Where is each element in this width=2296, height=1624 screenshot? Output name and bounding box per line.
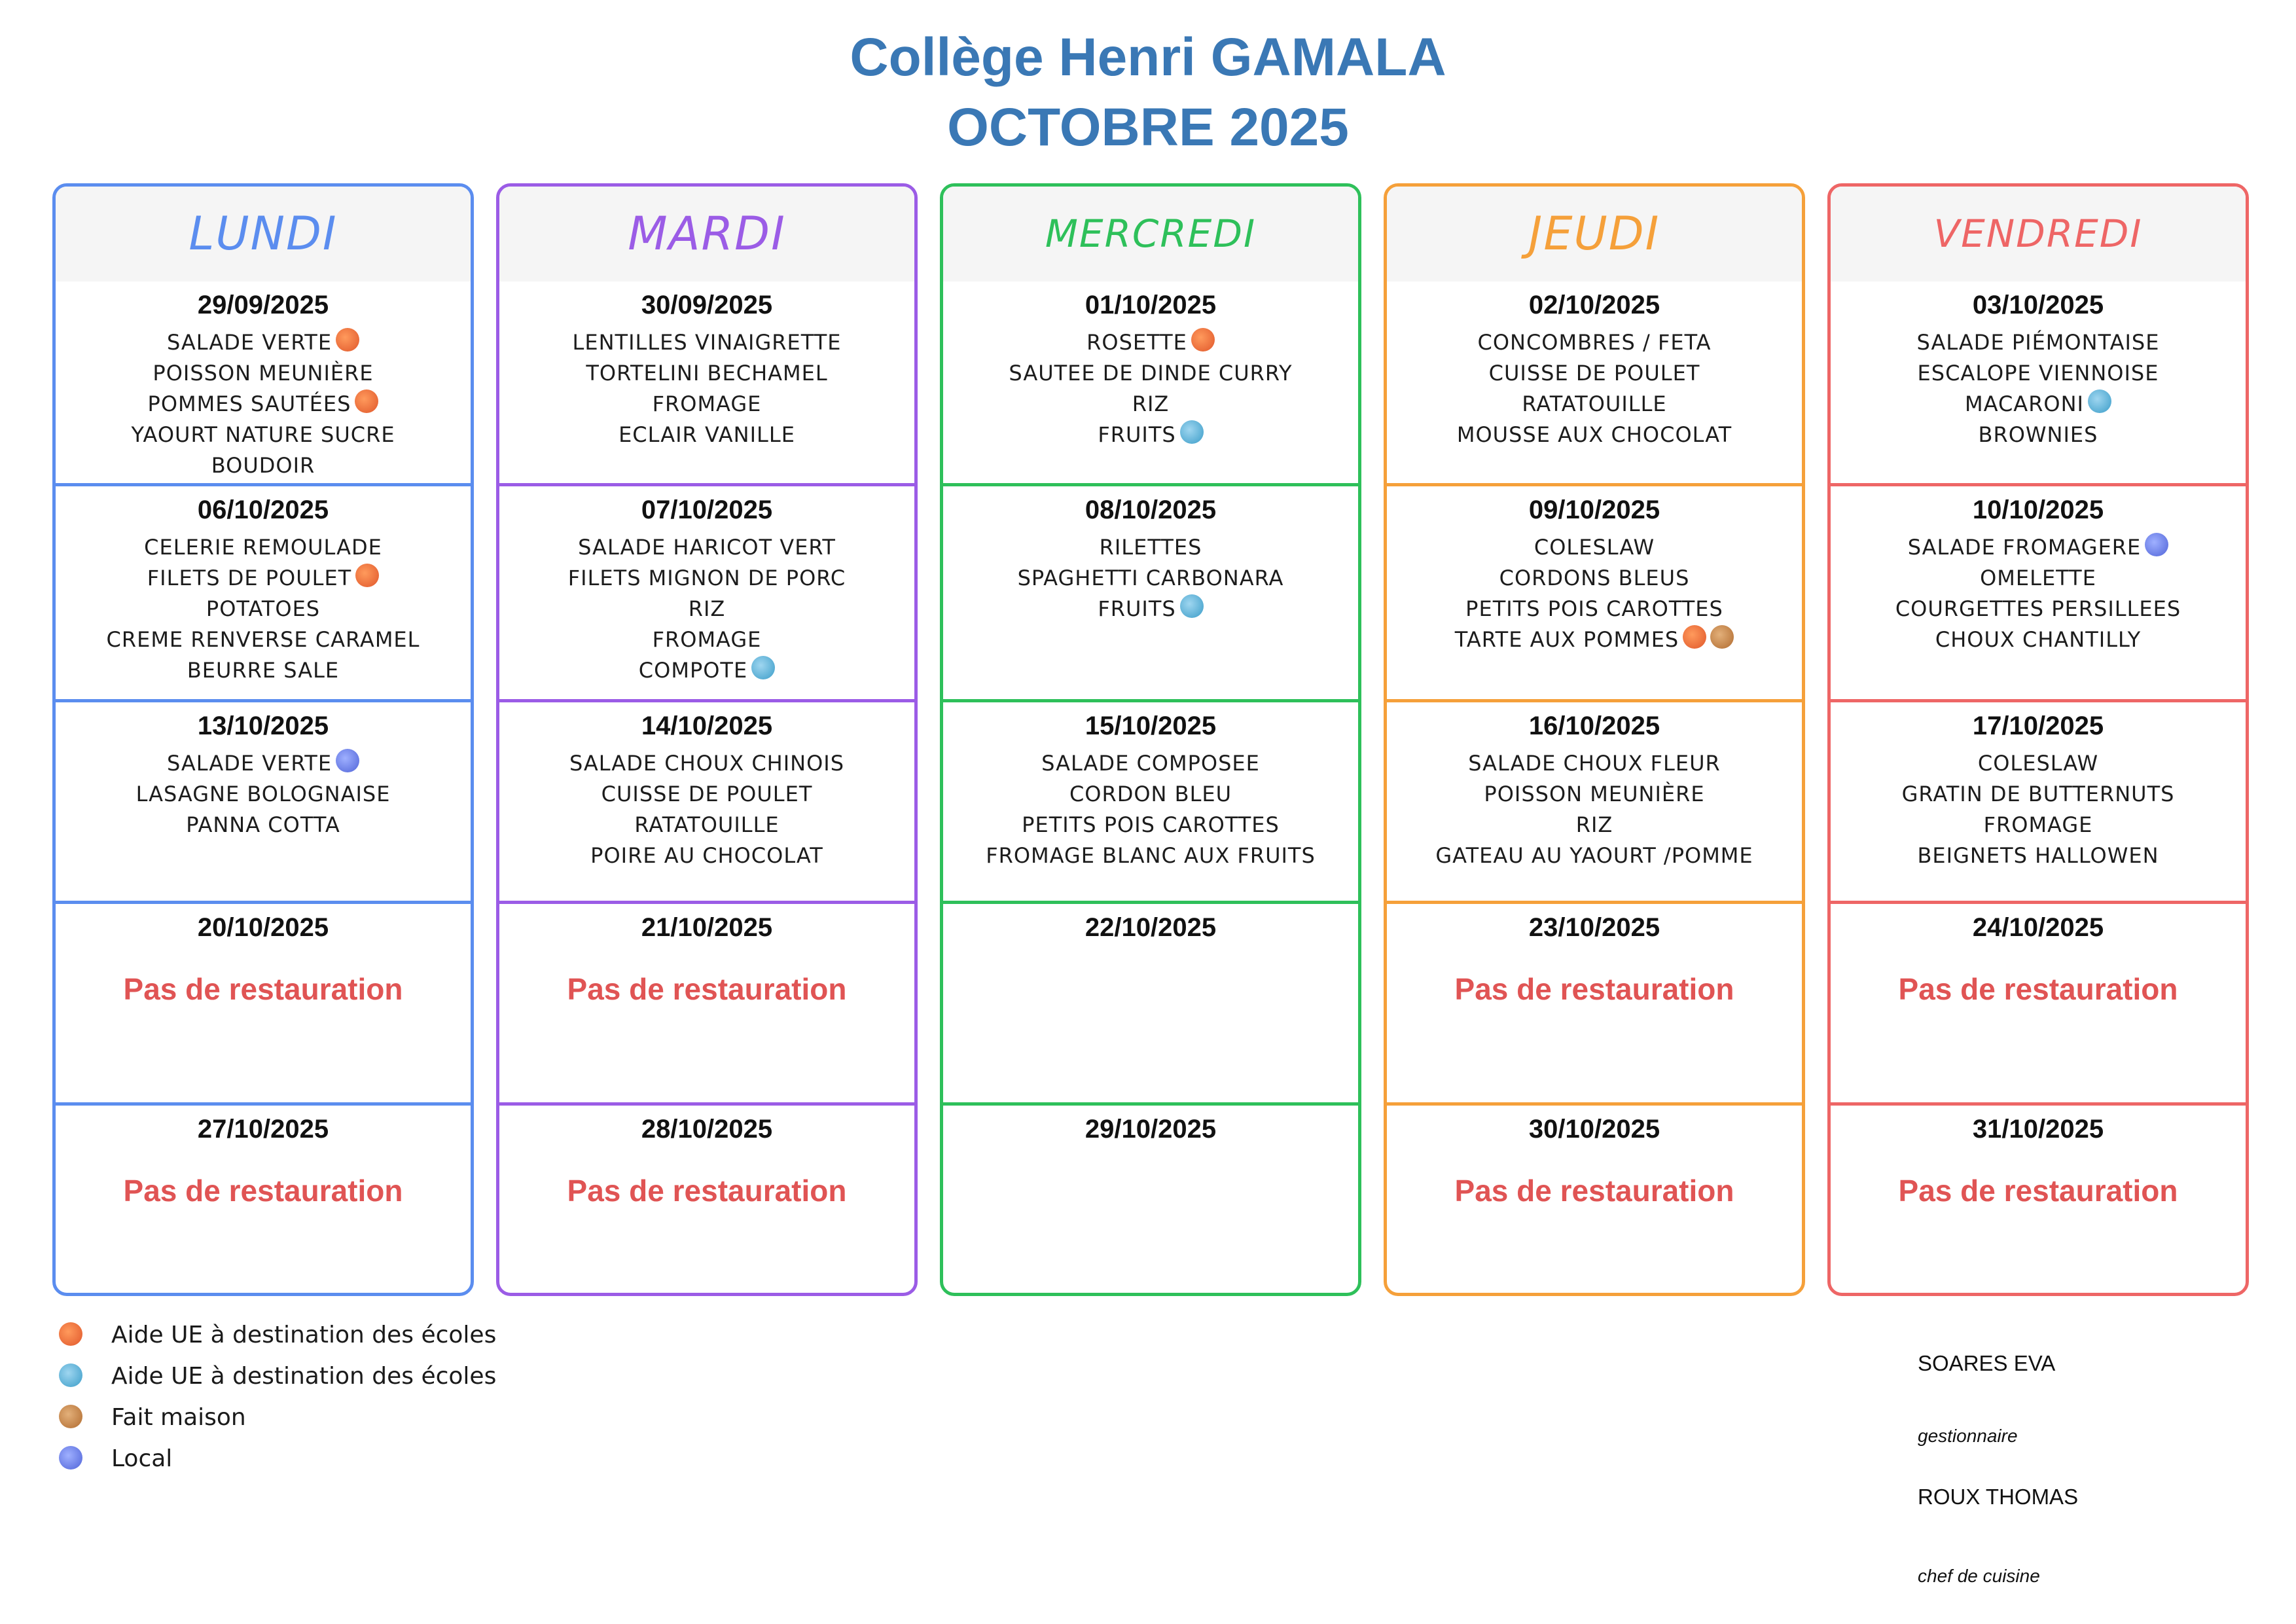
menu-item xyxy=(943,563,1358,594)
legend-label: Local xyxy=(111,1445,173,1472)
menu-item xyxy=(56,358,471,389)
menu-item xyxy=(56,389,471,420)
cell-date: 20/10/2025 xyxy=(197,913,329,942)
menu-item-label: SALADE PIÉMONTAISE xyxy=(1916,330,2160,355)
day-cell xyxy=(56,1102,471,1296)
menu-item xyxy=(499,358,914,389)
eu-aid-red-icon xyxy=(355,564,379,587)
menu-item-label: FROMAGE xyxy=(652,391,762,416)
no-service-notice: Pas de restauration xyxy=(123,972,403,1006)
menu-item xyxy=(943,840,1358,871)
menu-item-label: FILETS MIGNON DE PORC xyxy=(567,566,846,590)
menu-item-label: MOUSSE AUX CHOCOLAT xyxy=(1456,422,1732,447)
day-cell xyxy=(1387,1102,1802,1296)
menu-items xyxy=(943,327,1358,450)
menu-item xyxy=(1387,810,1802,840)
menu-item-label: COURGETTES PERSILLEES xyxy=(1895,596,2181,621)
local-icon xyxy=(59,1446,82,1470)
legend-label: Aide UE à destination des écoles xyxy=(111,1363,497,1390)
day-cell xyxy=(943,699,1358,901)
menu-item xyxy=(943,420,1358,450)
cell-date: 24/10/2025 xyxy=(1972,913,2104,942)
day-cell xyxy=(1831,281,2246,483)
menu-item xyxy=(1831,810,2246,840)
menu-item-label: CUISSE DE POULET xyxy=(1488,361,1700,386)
day-header: MERCREDI xyxy=(943,187,1358,281)
menu-item-label: POIRE AU CHOCOLAT xyxy=(590,843,823,868)
signature-name-1: SOARES EVA xyxy=(1918,1351,2056,1375)
menu-item-label: COMPOTE xyxy=(638,658,748,683)
menu-item xyxy=(943,810,1358,840)
menu-items xyxy=(56,748,471,840)
menu-item xyxy=(943,327,1358,358)
menu-items xyxy=(499,532,914,686)
eu-aid-blue-icon xyxy=(59,1363,82,1387)
month-title: OCTOBRE 2025 xyxy=(947,98,1349,157)
legend-label: Fait maison xyxy=(111,1404,246,1431)
menu-item xyxy=(1387,748,1802,779)
menu-item-label: SPAGHETTI CARBONARA xyxy=(1017,566,1284,590)
menu-item xyxy=(1831,532,2246,563)
menu-item-label: RATATOUILLE xyxy=(1522,391,1667,416)
day-column-jeudi xyxy=(1384,183,1805,1296)
day-cell xyxy=(943,1102,1358,1296)
menu-item-label: SALADE VERTE xyxy=(166,330,332,355)
cell-date: 08/10/2025 xyxy=(1085,496,1217,524)
menu-item xyxy=(56,594,471,624)
day-header: MARDI xyxy=(499,187,914,281)
cell-date: 27/10/2025 xyxy=(197,1115,329,1144)
menu-item xyxy=(1387,563,1802,594)
menu-items xyxy=(943,532,1358,624)
menu-item-label: RATATOUILLE xyxy=(634,812,780,837)
day-cell xyxy=(943,483,1358,699)
menu-items xyxy=(499,327,914,450)
day-cell xyxy=(1831,483,2246,699)
legend-item xyxy=(59,1314,496,1356)
legend-item xyxy=(59,1438,496,1479)
menu-item xyxy=(943,748,1358,779)
cell-date: 29/10/2025 xyxy=(1085,1115,1217,1144)
menu-item xyxy=(1831,624,2246,655)
no-service-notice: Pas de restauration xyxy=(567,1174,847,1208)
menu-item-label: CELERIE REMOULADE xyxy=(144,535,382,560)
menu-item xyxy=(943,532,1358,563)
menu-item xyxy=(1831,563,2246,594)
local-icon xyxy=(2145,533,2168,556)
menu-items xyxy=(1831,748,2246,871)
menu-item-label: FROMAGE xyxy=(1983,812,2093,837)
day-cell xyxy=(1387,901,1802,1102)
menu-item xyxy=(499,748,914,779)
menu-item xyxy=(499,327,914,358)
legend-item xyxy=(59,1397,496,1438)
day-cell xyxy=(499,483,914,699)
day-cell xyxy=(943,901,1358,1102)
menu-item xyxy=(943,358,1358,389)
cell-date: 03/10/2025 xyxy=(1972,291,2104,319)
menu-items xyxy=(943,748,1358,871)
eu-aid-blue-icon xyxy=(751,656,775,679)
menu-item xyxy=(1387,420,1802,450)
menu-item-label: CONCOMBRES / FETA xyxy=(1477,330,1712,355)
cell-date: 10/10/2025 xyxy=(1972,496,2104,524)
menu-item xyxy=(56,779,471,810)
menu-item-label: FROMAGE BLANC AUX FRUITS xyxy=(986,843,1316,868)
day-cell xyxy=(56,699,471,901)
menu-item-label: SALADE COMPOSEE xyxy=(1041,751,1260,776)
menu-item-label: LENTILLES VINAIGRETTE xyxy=(572,330,842,355)
cell-date: 15/10/2025 xyxy=(1085,712,1217,740)
menu-item xyxy=(499,389,914,420)
menu-item xyxy=(56,450,471,481)
menu-item xyxy=(1831,748,2246,779)
menu-item xyxy=(499,624,914,655)
cell-date: 17/10/2025 xyxy=(1972,712,2104,740)
menu-items xyxy=(56,327,471,481)
menu-item-label: BOUDOIR xyxy=(211,453,315,478)
menu-item-label: FILETS DE POULET xyxy=(147,566,352,590)
cell-date: 28/10/2025 xyxy=(641,1115,773,1144)
cell-date: 31/10/2025 xyxy=(1972,1115,2104,1144)
day-cell xyxy=(499,901,914,1102)
cell-date: 23/10/2025 xyxy=(1528,913,1660,942)
menu-item-label: CUISSE DE POULET xyxy=(601,782,813,806)
menu-item-label: OMELETTE xyxy=(1980,566,2096,590)
eu-aid-red-icon xyxy=(355,389,378,413)
menu-item xyxy=(943,779,1358,810)
menu-item xyxy=(1831,840,2246,871)
eu-aid-blue-icon xyxy=(1180,594,1204,618)
cell-date: 13/10/2025 xyxy=(197,712,329,740)
menu-item-label: COLESLAW xyxy=(1534,535,1655,560)
cell-date: 29/09/2025 xyxy=(197,291,329,319)
day-cell xyxy=(1387,483,1802,699)
menu-item xyxy=(1387,532,1802,563)
no-service-notice: Pas de restauration xyxy=(567,972,847,1006)
cell-date: 14/10/2025 xyxy=(641,712,773,740)
day-header: JEUDI xyxy=(1387,187,1802,281)
eu-aid-blue-icon xyxy=(1180,420,1204,444)
signature-role-2: chef de cuisine xyxy=(1918,1566,2040,1586)
eu-aid-red-icon xyxy=(1191,328,1215,352)
day-cell xyxy=(499,699,914,901)
cell-date: 30/10/2025 xyxy=(1528,1115,1660,1144)
menu-item xyxy=(1831,594,2246,624)
school-title: Collège Henri GAMALA xyxy=(850,27,1446,87)
day-cell xyxy=(1387,699,1802,901)
menu-item-label: PETITS POIS CAROTTES xyxy=(1465,596,1723,621)
cell-date: 22/10/2025 xyxy=(1085,913,1217,942)
menu-item xyxy=(1387,594,1802,624)
menu-item xyxy=(1831,358,2246,389)
menu-items xyxy=(1387,748,1802,871)
menu-item xyxy=(56,532,471,563)
menu-item-label: ECLAIR VANILLE xyxy=(619,422,795,447)
day-cell xyxy=(56,483,471,699)
menu-item-label: YAOURT NATURE SUCRE xyxy=(131,422,395,447)
signature-name-2: ROUX THOMAS xyxy=(1918,1485,2079,1509)
eu-aid-red-icon xyxy=(59,1322,82,1346)
cell-date: 06/10/2025 xyxy=(197,496,329,524)
menu-item-label: POMMES SAUTÉES xyxy=(147,391,351,416)
menu-items xyxy=(1387,532,1802,655)
menu-items xyxy=(1387,327,1802,450)
menu-item xyxy=(1831,779,2246,810)
menu-item-label: POISSON MEUNIÈRE xyxy=(152,361,374,386)
menu-items xyxy=(499,748,914,871)
menu-item-label: MACARONI xyxy=(1965,391,2084,416)
menu-item-label: CORDON BLEU xyxy=(1069,782,1232,806)
menu-item-label: CHOUX CHANTILLY xyxy=(1935,627,2142,652)
cell-date: 01/10/2025 xyxy=(1085,291,1217,319)
menu-item xyxy=(943,594,1358,624)
cell-date: 30/09/2025 xyxy=(641,291,773,319)
menu-item-label: CORDONS BLEUS xyxy=(1499,566,1690,590)
cell-date: 09/10/2025 xyxy=(1528,496,1660,524)
menu-item-label: RIZ xyxy=(688,596,726,621)
menu-item-label: COLESLAW xyxy=(1977,751,2099,776)
menu-item-label: SAUTEE DE DINDE CURRY xyxy=(1009,361,1293,386)
cell-date: 21/10/2025 xyxy=(641,913,773,942)
menu-item xyxy=(1831,389,2246,420)
menu-items xyxy=(1831,327,2246,450)
menu-item-label: GRATIN DE BUTTERNUTS xyxy=(1901,782,2175,806)
menu-items xyxy=(56,532,471,686)
day-cell xyxy=(1831,699,2246,901)
local-icon xyxy=(336,749,359,772)
menu-item-label: GATEAU AU YAOURT /POMME xyxy=(1435,843,1753,868)
menu-item-label: TARTE AUX POMMES xyxy=(1454,627,1679,652)
no-service-notice: Pas de restauration xyxy=(1454,972,1734,1006)
menu-item-label: CREME RENVERSE CARAMEL BEURRE SALE xyxy=(106,627,420,683)
legend-item xyxy=(59,1356,496,1397)
menu-item xyxy=(1387,327,1802,358)
day-column-mercredi xyxy=(940,183,1361,1296)
homemade-icon xyxy=(59,1405,82,1428)
menu-item-label: RILETTES xyxy=(1099,535,1202,560)
cell-date: 16/10/2025 xyxy=(1528,712,1660,740)
menu-item-label: LASAGNE BOLOGNAISE xyxy=(135,782,391,806)
menu-item-label: BEIGNETS HALLOWEN xyxy=(1917,843,2159,868)
day-header: LUNDI xyxy=(56,187,471,281)
menu-item-label: PETITS POIS CAROTTES xyxy=(1022,812,1280,837)
menu-item xyxy=(56,563,471,594)
menu-item-label: ESCALOPE VIENNOISE xyxy=(1917,361,2159,386)
menu-item-label: POTATOES xyxy=(206,596,321,621)
day-cell xyxy=(1387,281,1802,483)
menu-item-label: POISSON MEUNIÈRE xyxy=(1484,782,1705,806)
menu-item-label: RIZ xyxy=(1132,391,1170,416)
no-service-notice: Pas de restauration xyxy=(1898,972,2178,1006)
menu-item xyxy=(1387,624,1802,655)
menu-item-label: ROSETTE xyxy=(1086,330,1187,355)
menu-item-label: SALADE VERTE xyxy=(166,751,332,776)
signature-role-1: gestionnaire xyxy=(1918,1426,2018,1446)
day-cell xyxy=(56,901,471,1102)
day-column-lundi xyxy=(52,183,474,1296)
menu-item xyxy=(499,840,914,871)
day-cell xyxy=(499,281,914,483)
menu-item-label: FRUITS xyxy=(1098,422,1176,447)
menu-item-label: RIZ xyxy=(1575,812,1613,837)
menu-item xyxy=(499,532,914,563)
day-cell xyxy=(499,1102,914,1296)
menu-item-label: BROWNIES xyxy=(1978,422,2098,447)
menu-item xyxy=(1387,840,1802,871)
menu-items xyxy=(1831,532,2246,655)
eu-aid-red-icon xyxy=(1683,625,1706,649)
menu-item xyxy=(1831,327,2246,358)
eu-aid-red-icon xyxy=(336,328,359,352)
menu-item-label: SALADE FROMAGERE xyxy=(1907,535,2142,560)
menu-item-label: SALADE HARICOT VERT xyxy=(578,535,836,560)
menu-item xyxy=(499,779,914,810)
menu-item xyxy=(56,327,471,358)
no-service-notice: Pas de restauration xyxy=(1898,1174,2178,1208)
no-service-notice: Pas de restauration xyxy=(123,1174,403,1208)
menu-item xyxy=(1387,389,1802,420)
legend-label: Aide UE à destination des écoles xyxy=(111,1322,497,1348)
day-cell xyxy=(1831,1102,2246,1296)
menu-item xyxy=(499,810,914,840)
menu-item xyxy=(56,748,471,779)
menu-item-label: TORTELINI BECHAMEL xyxy=(586,361,828,386)
day-header: VENDREDI xyxy=(1831,187,2246,281)
menu-item xyxy=(56,810,471,840)
menu-item xyxy=(56,420,471,450)
menu-item xyxy=(1387,358,1802,389)
menu-item-label: FRUITS xyxy=(1098,596,1176,621)
menu-item xyxy=(1831,420,2246,450)
eu-aid-blue-icon xyxy=(2088,389,2111,413)
menu-item xyxy=(499,420,914,450)
day-cell xyxy=(1831,901,2246,1102)
cell-date: 02/10/2025 xyxy=(1528,291,1660,319)
menu-item xyxy=(943,389,1358,420)
menu-item xyxy=(499,655,914,686)
day-column-mardi xyxy=(496,183,918,1296)
menu-item-label: FROMAGE xyxy=(652,627,762,652)
cell-date: 07/10/2025 xyxy=(641,496,773,524)
day-cell xyxy=(943,281,1358,483)
menu-item-label: PANNA COTTA xyxy=(186,812,340,837)
menu-item xyxy=(56,624,471,686)
menu-item-label: SALADE CHOUX FLEUR xyxy=(1468,751,1721,776)
day-cell xyxy=(56,281,471,483)
menu-item xyxy=(499,563,914,594)
homemade-icon xyxy=(1710,625,1734,649)
menu-item-label: SALADE CHOUX CHINOIS xyxy=(569,751,845,776)
menu-item xyxy=(1387,779,1802,810)
menu-item xyxy=(499,594,914,624)
day-column-vendredi xyxy=(1827,183,2249,1296)
no-service-notice: Pas de restauration xyxy=(1454,1174,1734,1208)
legend xyxy=(59,1314,496,1479)
